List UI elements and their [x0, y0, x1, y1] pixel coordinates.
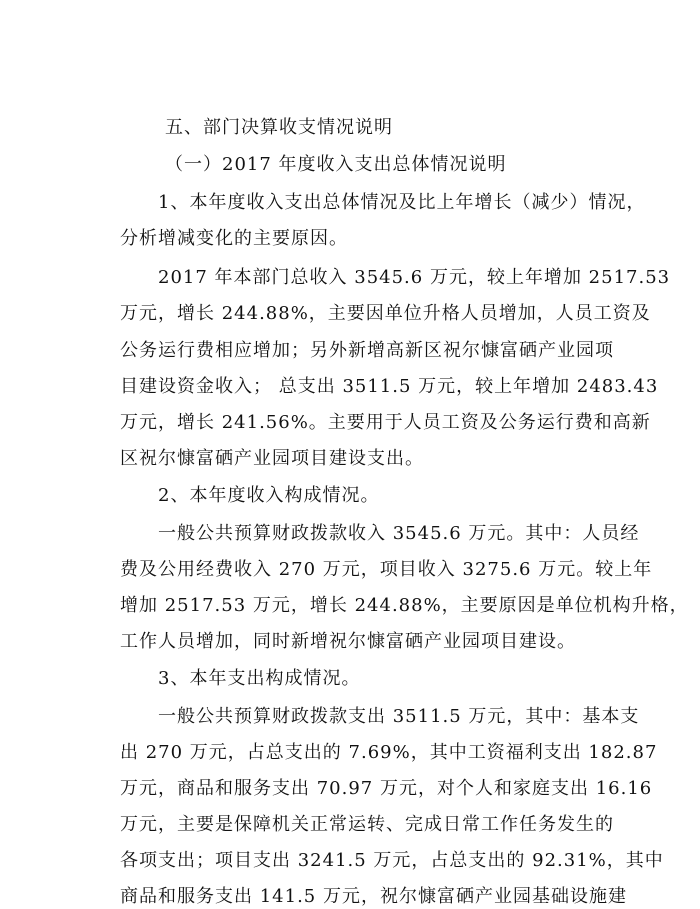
paragraph-line: 各项支出；项目支出 3241.5 万元，占总支出的 92.31%，其中	[120, 850, 664, 871]
paragraph-line: 分析增减变化的主要原因。	[120, 228, 348, 249]
paragraph-line: 公务运行费相应增加；另外新增高新区祝尔慷富硒产业园项	[120, 340, 614, 361]
paragraph-line: 一般公共预算财政拨款收入 3545.6 万元。其中：人员经	[158, 523, 640, 544]
paragraph-line: 出 270 万元，占总支出的 7.69%，其中工资福利支出 182.87	[120, 742, 658, 763]
paragraph-line: 一般公共预算财政拨款支出 3511.5 万元，其中：基本支	[158, 706, 640, 727]
paragraph-line: 万元，主要是保障机关正常运转、完成日常工作任务发生的	[120, 814, 614, 835]
section-heading: 五、部门决算收支情况说明	[165, 117, 393, 138]
paragraph-line: 增加 2517.53 万元，增长 244.88%，主要原因是单位机构升格，	[120, 595, 689, 616]
paragraph-line: 工作人员增加，同时新增祝尔慷富硒产业园项目建设。	[120, 631, 576, 652]
paragraph-heading: 3、本年支出构成情况。	[158, 668, 361, 689]
paragraph-line: 区祝尔慷富硒产业园项目建设支出。	[120, 448, 424, 469]
paragraph-line: 商品和服务支出 141.5 万元，祝尔慷富硒产业园基础设施建	[120, 886, 627, 907]
paragraph-heading: 2、本年度收入构成情况。	[158, 485, 380, 506]
paragraph-line: 目建设资金收入； 总支出 3511.5 万元，较上年增加 2483.43	[120, 376, 659, 397]
paragraph-line: 2017 年本部门总收入 3545.6 万元，较上年增加 2517.53	[158, 267, 671, 288]
subsection-heading: （一）2017 年度收入支出总体情况说明	[165, 154, 507, 175]
paragraph-line: 费及公用经费收入 270 万元，项目收入 3275.6 万元。较上年	[120, 559, 653, 580]
paragraph-line: 万元，商品和服务支出 70.97 万元，对个人和家庭支出 16.16	[120, 778, 653, 799]
paragraph-line: 1、本年度收入支出总体情况及比上年增长（减少）情况，	[158, 192, 646, 213]
paragraph-line: 万元，增长 241.56%。主要用于人员工资及公务运行费和高新	[120, 412, 651, 433]
paragraph-line: 万元，增长 244.88%，主要因单位升格人员增加，人员工资及	[120, 303, 651, 324]
